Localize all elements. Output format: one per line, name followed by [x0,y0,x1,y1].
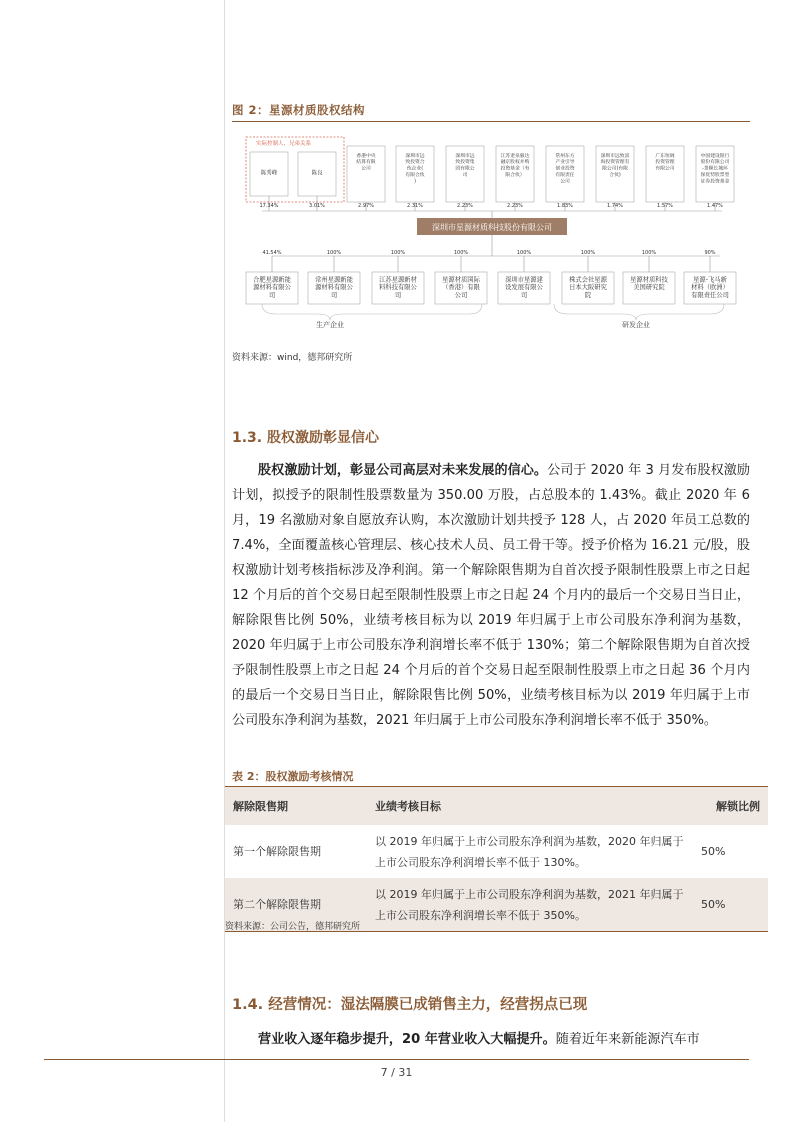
shareholder-name: 深圳市远致富 [600,153,630,159]
section-1-3-paragraph [232,458,750,733]
cell-period: 第一个解除限售期 [233,845,321,858]
shareholder-name: 融京股权并购 [500,160,530,166]
subsidiary-pct: 90% [704,250,716,256]
shareholder-pct: 2.23% [457,203,473,209]
shareholder-name: 陈良 [311,170,323,177]
subsidiary-pct: 41.54% [262,250,282,256]
subsidiary-name: 司 [268,292,276,300]
subsidiary-name: 司 [330,292,338,300]
col-header-target: 业绩考核目标 [351,787,693,826]
incentive-assessment-table [225,786,768,932]
cell-ratio: 50% [693,878,768,932]
shareholder-name: -景顺长城环 [702,166,728,172]
section-1-4-paragraph [232,1027,750,1052]
subsidiary-name: 日本大阪研究 [569,284,607,292]
subsidiary-name: 星源材质国际 [442,276,480,284]
subsidiary-name: 株式会社星源 [569,276,607,284]
shareholder-name: 陈秀峰 [260,170,278,177]
footer-rule [44,1059,749,1060]
subsidiary-name: 源材料有限公 [315,284,353,292]
shareholder-name: 限合伙） [505,173,525,178]
table-header-row [225,787,768,826]
shareholder-name: 中国建设银行 [700,153,730,159]
research-group-label: 研发企业 [622,321,650,329]
subsidiary-name: 设发展有限公 [505,284,543,292]
company-name: 深圳市星源材质科技股份有限公司 [432,223,552,232]
ownership-structure-chart [232,124,750,340]
figure-title-rule [232,121,750,122]
subsidiary-name: 深圳市星源建 [505,276,543,284]
shareholder-name: 深圳市远 [455,153,475,159]
figure-title: 图 2：星源材质股权结构 [232,103,366,117]
subsidiary-pct: 100% [390,250,406,256]
shareholder-name: 限公司(有限 [602,166,628,172]
subsidiary-pct: 100% [453,250,469,256]
subsidiary-name: 公司 [454,292,468,300]
subsidiary-pct: 100% [516,250,532,256]
paragraph-body: 随着近年来新能源汽车市 [555,1032,700,1047]
cell-period: 第二个解除限售期 [225,878,351,932]
col-header-period: 解除限售期 [225,787,351,826]
subsidiary-name: 常州星源新能 [315,276,353,284]
paragraph-body: 公司于 2020 年 3 月发布股权激励计划，拟授予的限制性股票数量为 350.00 万股，占总股本的 1.43%。截止 2020 年 6 月，19 名激励对象自愿放弃认购，本次激励计划共授予 128 人，占 2020 年员工总数的 7.4%，全面覆盖核心管理层、核心技术人员、员工骨干等。授予价格为 16.21 元/股，股权激励计划考核指标涉及净利润。第一个解除限售期为自首次授予限制性股票上市之日起 12 个月后的首个交易日起至限制性股票上市之日起 24 个月内的最后一个交易日当日止，解除限售比例 50%，业绩考核目标为以 2019 年归属于上市公司股东净利润为基数，2020 年归属于上市公司股东净利润增长率不低于 130%；第二个解除限售期为自首次授予限制性股票上市之日起 24 个月后的首个交易日起至限制性股票上市之日起 36 个月内的最后一个交易日当日止，解除限售比例 50%，业绩考核目标为以 2019 年归属于上市公司股东净利润为基数，2021 年归属于上市公司股东净利润增长率不低于 350%。 [232,463,750,728]
shareholder-name: ) [414,179,416,185]
shareholder-name: 司 [462,173,468,178]
shareholder-name: 海投资管理有 [600,160,630,166]
shareholder-name: 创业投资 [555,166,575,172]
shareholder-pct: 2.97% [358,203,374,209]
subsidiary-pct: 100% [326,250,342,256]
subsidiary-name: 美国研究院 [633,284,665,292]
shareholder-name: 团有限公 [455,166,475,172]
subsidiary-pct: 100% [641,250,657,256]
subsidiary-name: 司 [520,292,528,300]
subsidiary-name: 合肥星源新能 [253,276,291,284]
shareholder-pct: 17.34% [259,203,279,209]
figure-source: 资料来源：wind，德邦研究所 [232,353,353,363]
shareholder-pct: 1.57% [657,203,673,209]
page-number: 7 / 31 [380,1066,413,1079]
table-source: 资料来源：公司公告，德邦研究所 [225,922,361,932]
shareholder-pct: 1.47% [707,203,723,209]
shareholder-name: 致投资集 [455,160,475,166]
shareholder-name: 致投资合 [405,160,425,166]
shareholder-name: 江苏疌泉毅达 [500,153,530,159]
shareholder-name: 产业引导 [555,160,575,166]
shareholder-name: 合伙) [609,173,621,178]
cell-target: 以 2019 年归属于上市公司股东净利润为基数，2020 年归属于上市公司股东净利润增长率不低于 130%。 [375,834,684,869]
shareholder-name: 保优势股票型 [700,173,730,178]
shareholder-name: 公司 [560,179,570,185]
shareholder-name: 股份有限公司 [700,160,730,166]
shareholder-name: 结算有限 [356,160,376,166]
controller-label: 实际控制人、兄弟关系 [256,141,312,147]
shareholder-name: 广东恒阔 [655,153,675,159]
section-heading-1-4: 1.4. 经营情况：湿法隔膜已成销售主力，经营拐点已现 [232,997,588,1013]
cell-target: 以 2019 年归属于上市公司股东净利润为基数，2021 年归属于上市公司股东净利润增长率不低于 350%。 [351,878,693,932]
subsidiary-name: 星源-飞马新 [693,276,727,284]
shareholder-name: 有限责任 [555,173,575,178]
subsidiary-name: 司 [394,292,402,300]
shareholder-name: 投资基金（有 [500,166,530,172]
subsidiary-name: 源材料有限公 [253,284,291,292]
production-group-label: 生产企业 [316,321,344,329]
cell-ratio: 50% [701,845,726,858]
subsidiary-name: （香港）有限 [442,284,480,292]
research-bracket [554,304,724,320]
subsidiary-name: 院 [584,292,592,300]
subsidiary-name: 材料（欧洲） [691,284,729,292]
left-margin-rule [224,0,225,1122]
paragraph-lead: 营业收入逐年稳步提升，20 年营业收入大幅提升。 [258,1032,556,1047]
paragraph-lead: 股权激励计划，彰显公司高层对未来发展的信心。 [258,463,548,478]
shareholder-name: 有限公司 [655,166,675,172]
shareholder-name: 投资管理 [655,160,675,166]
shareholder-name: 常州东方 [555,153,575,159]
shareholder-name: 深圳市远 [405,153,425,159]
subsidiary-name: 料科技有限公 [379,284,417,292]
shareholder-pct: 1.74% [607,203,623,209]
shareholder-pct: 3.01% [309,203,325,209]
subsidiary-pct: 100% [580,250,596,256]
subsidiary-name: 有限责任公司 [691,292,729,300]
shareholder-name: 有限合伙 [405,173,425,178]
shareholder-name: 香港中央 [356,153,376,159]
shareholder-pct: 2.23% [507,203,523,209]
production-bracket [262,304,482,320]
shareholder-name: 证券投资基金 [700,179,730,185]
shareholder-name: 公司 [361,166,371,172]
subsidiary-name: 江苏星源新材 [379,276,417,284]
table-title: 表 2：股权激励考核情况 [232,770,354,783]
shareholder-pct: 1.83% [557,203,573,209]
section-heading-1-3: 1.3. 股权激励彰显信心 [232,430,379,446]
table-row [225,825,768,878]
col-header-ratio: 解锁比例 [693,787,768,826]
shareholder-name: 伙企业( [406,166,424,172]
shareholder-pct: 2.31% [407,203,423,209]
subsidiary-name: 星源材质科技 [630,276,668,284]
